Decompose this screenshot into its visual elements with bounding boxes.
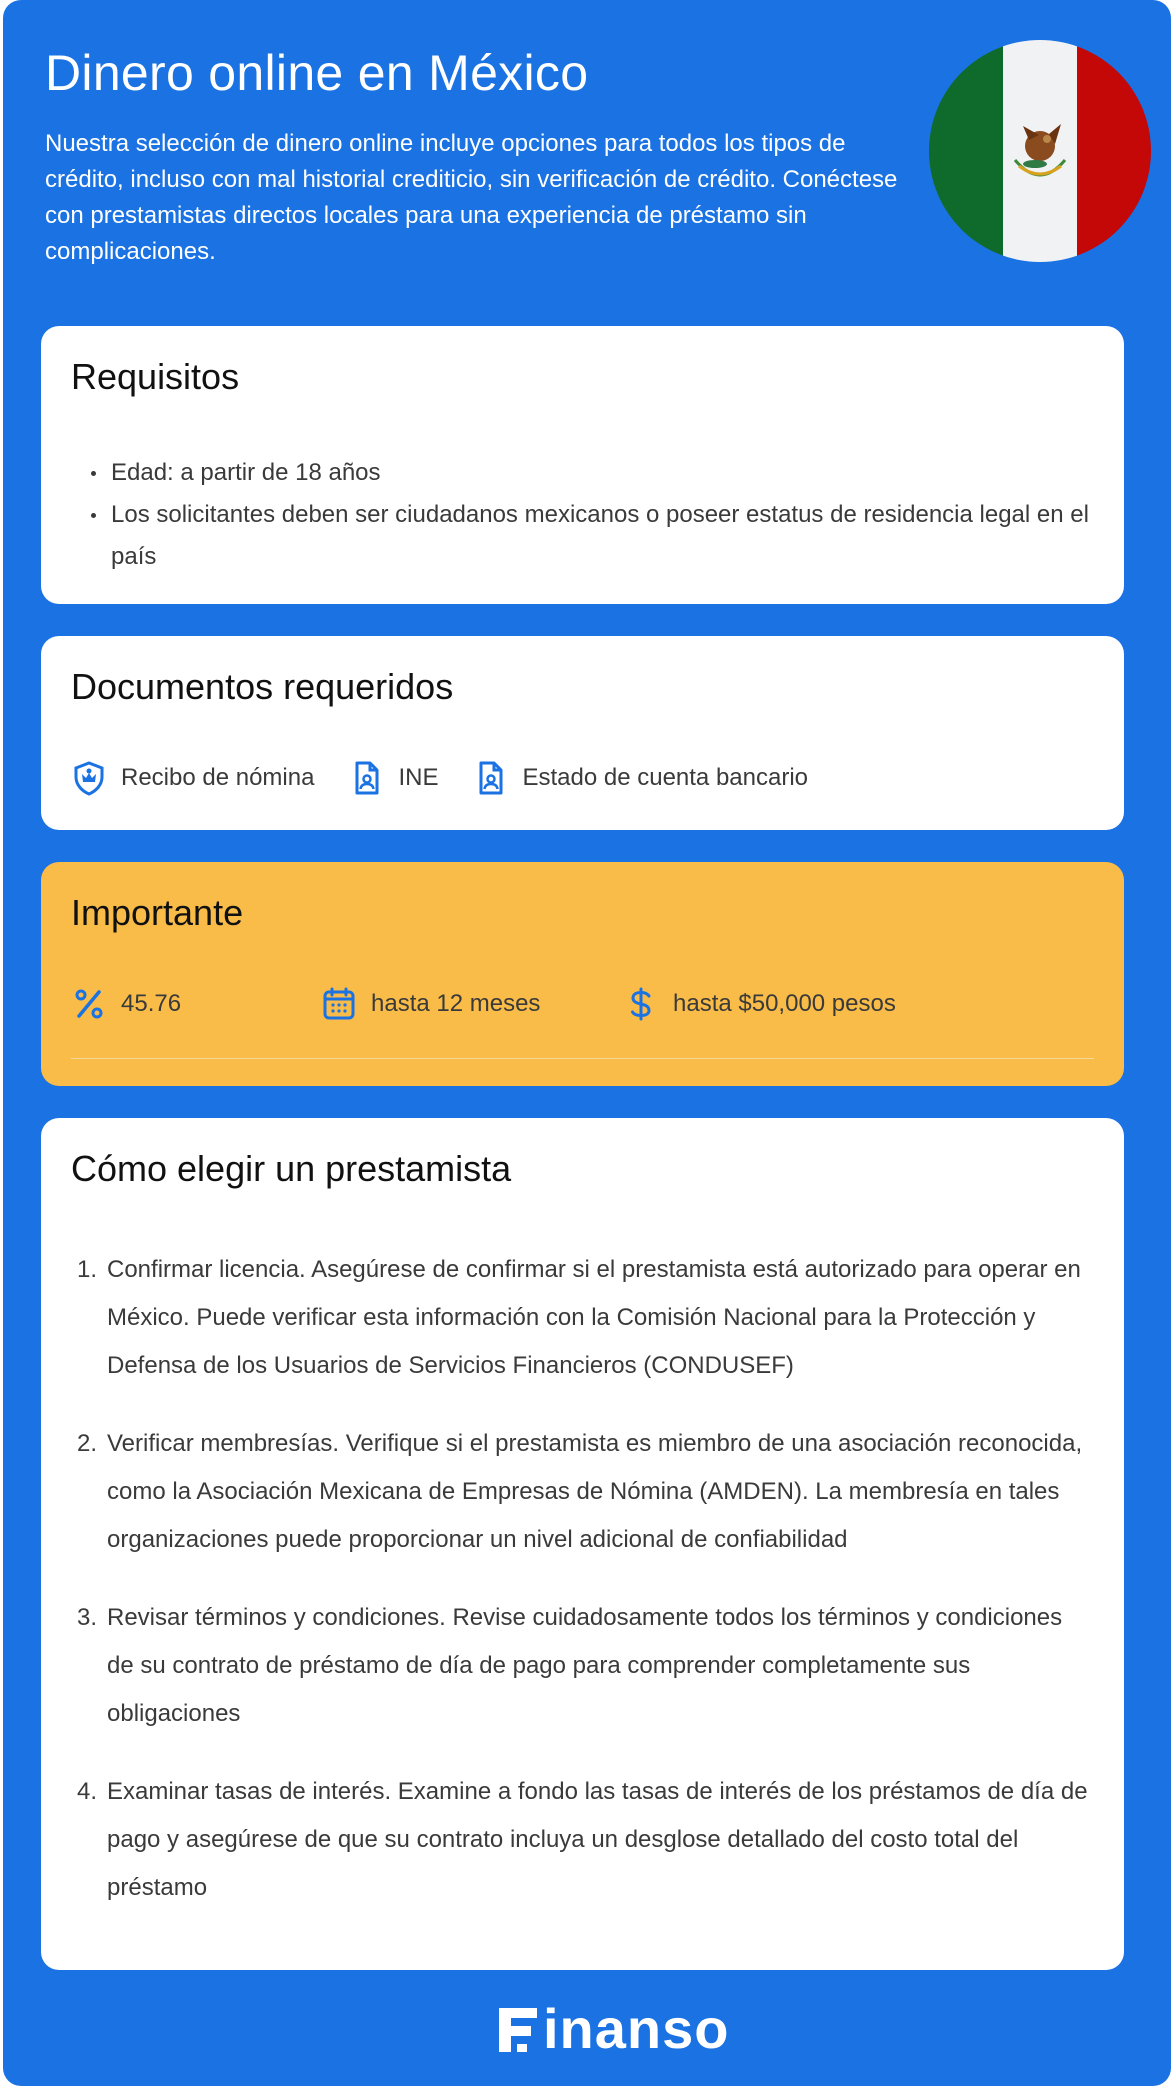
list-item [71,1420,1091,1564]
important-label: hasta 12 meses [371,990,541,1017]
lender-tips-title: Cómo elegir un prestamista [71,1148,512,1189]
list-item [71,1594,1091,1738]
page-background [3,0,1171,2086]
important-card [41,862,1124,1086]
list-text: Confirmar licencia. Asegúrese de confirmar si el prestamista está autorizado para operar en México. Puede verificar esta información con la Comisión Nacional para la Protección y Defensa de los Usuarios de Servicios Financieros (CONDUSEF) [107,1256,1081,1379]
document-item-payroll [71,760,314,796]
finanso-logo[interactable] [493,1996,729,2061]
document-label: Estado de cuenta bancario [522,764,809,791]
important-label: 45.76 [121,990,182,1017]
important-item-rate [71,986,181,1022]
list-text: Verificar membresías. Verifique si el prestamista es miembro de una asociación reconocida, como la Asociación Mexicana de Empresas de Nómina (AMDEN). La membresía en tales organizaciones puede proporcionar un nivel adicional de confiabilidad [107,1430,1083,1553]
page-subtitle: Nuestra selección de dinero online incluye opciones para todos los tipos de crédito, incluso con mal historial crediticio, sin verificación de crédito. Conéctese con prestamistas directos locales para una experiencia de préstamo sin complicaciones. [45,130,898,265]
document-item-bank-statement [472,760,808,796]
calendar-icon [321,986,357,1022]
list-number: 2. [77,1430,98,1457]
id-document-icon [472,760,508,796]
documents-card [41,636,1124,830]
important-title: Importante [71,892,244,933]
documents-list [71,760,842,796]
important-list [71,986,1094,1026]
document-label: INE [398,764,439,791]
important-item-term [321,986,540,1022]
documents-title: Documentos requeridos [71,666,454,707]
list-text: Examinar tasas de interés. Examine a fondo las tasas de interés de los préstamos de día de pago y asegúrese de que su contrato incluya un desglose detallado del costo total del préstamo [107,1778,1088,1901]
document-label: Recibo de nómina [121,764,315,791]
requirements-card [41,326,1124,604]
document-item-ine [348,760,438,796]
lender-tips-card [41,1118,1124,1970]
page-title: Dinero online en México [45,45,589,101]
list-item [71,1246,1091,1390]
requirements-title: Requisitos [71,356,240,397]
list-text: Revisar términos y condiciones. Revise cuidadosamente todos los términos y condiciones de su contrato de préstamo de día de pago para comprender completamente sus obligaciones [107,1604,1063,1727]
divider [71,1058,1094,1059]
list-number: 3. [77,1604,98,1631]
important-item-amount [623,986,896,1022]
id-document-icon [348,760,384,796]
finanso-logo-icon [493,2004,541,2054]
requirements-list [111,452,1101,578]
logo-text: inanso [543,1997,730,2060]
requirement-item: Edad: a partir de 18 años [111,452,1101,494]
list-item [71,1768,1091,1912]
shield-icon [71,760,107,796]
mexico-flag-icon [929,40,1151,262]
list-number: 1. [77,1256,98,1283]
percent-icon [71,986,107,1022]
list-number: 4. [77,1778,98,1805]
dollar-icon [623,986,659,1022]
lender-tips-list [71,1246,1091,1942]
requirement-item: Los solicitantes deben ser ciudadanos mexicanos o poseer estatus de residencia legal en el país [111,494,1101,578]
important-label: hasta $50,000 pesos [673,990,896,1017]
